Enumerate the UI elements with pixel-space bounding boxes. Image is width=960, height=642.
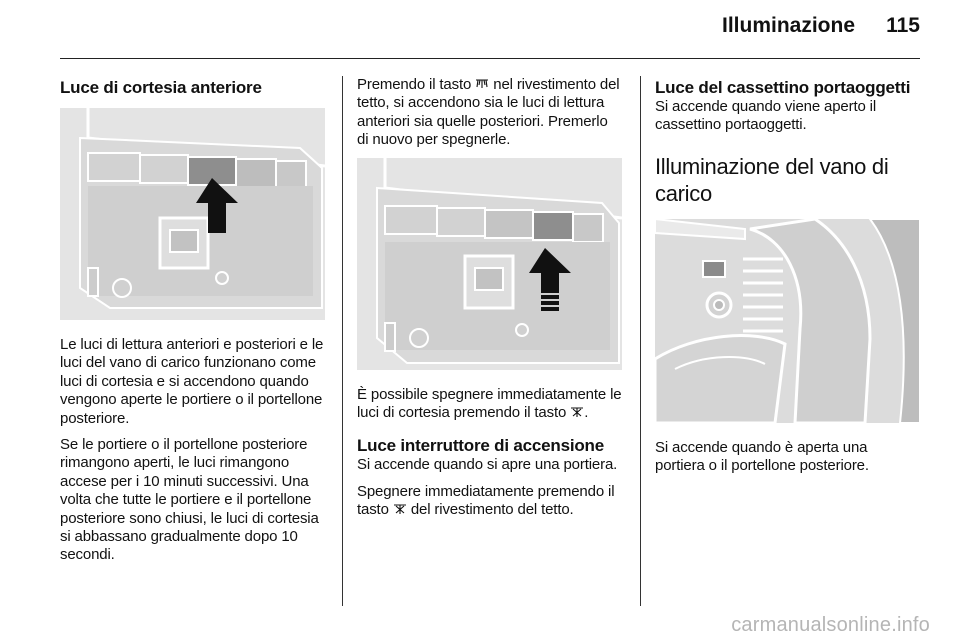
paragraph: È possibile spegnere immediatamente le luci di cortesia premendo il tasto .	[357, 385, 622, 422]
roof-console-photo	[60, 108, 325, 320]
watermark: carmanualsonline.info	[731, 614, 930, 636]
courtesy-lights-icon	[475, 78, 489, 90]
paragraph: Premendo il tasto nel rivestimento del tetto, si accendono sia le luci di lettura anteriori sia quelle posteriori. Premerlo di nuovo per spegnerle.	[357, 76, 620, 149]
heading-glovebox-light: Luce del cassettino portaoggetti	[655, 78, 911, 97]
header-rule	[60, 58, 920, 59]
paragraph: Spegnere immediatamente premendo il tasto del rivestimento del tetto.	[357, 482, 615, 519]
column-divider	[640, 76, 641, 606]
paragraph: Si accende quando si apre una portiera.	[357, 456, 618, 474]
heading-ignition-switch-light: Luce interruttore di accensione	[357, 436, 604, 456]
load-compartment-photo	[655, 219, 920, 423]
courtesy-light-off-icon	[393, 503, 407, 515]
heading-front-courtesy-light: Luce di cortesia anteriore	[60, 78, 262, 97]
roof-console-photo	[357, 158, 622, 370]
column-3	[655, 76, 920, 476]
paragraph: Si accende quando è aperta una portiera o il portellone posteriore.	[655, 438, 869, 475]
page-number: 115	[886, 14, 920, 37]
courtesy-light-off-icon	[570, 406, 584, 418]
section-heading-load-compartment: Illuminazione del vano di carico	[655, 153, 889, 206]
chapter-title: Illuminazione	[721, 14, 855, 37]
paragraph: Le luci di lettura anteriori e posteriori e le luci del vano di carico funzionano come luci di cortesia e si accendono quando vengono aperte le portiere o il portellone posteriore.	[60, 336, 324, 427]
paragraph: Se le portiere o il portellone posteriore rimangono aperti, le luci rimangono accese per i 10 minuti successivi. Una volta che tutte le portiere e il portellone posteriore sono chiusi, le luci di cortesia si abbassano gradualmente dopo 10 secondi.	[60, 436, 319, 564]
column-1	[60, 76, 325, 565]
paragraph: Si accende quando viene aperto il cassettino portaoggetti.	[655, 98, 877, 134]
column-divider	[342, 76, 343, 606]
column-2	[357, 76, 622, 520]
